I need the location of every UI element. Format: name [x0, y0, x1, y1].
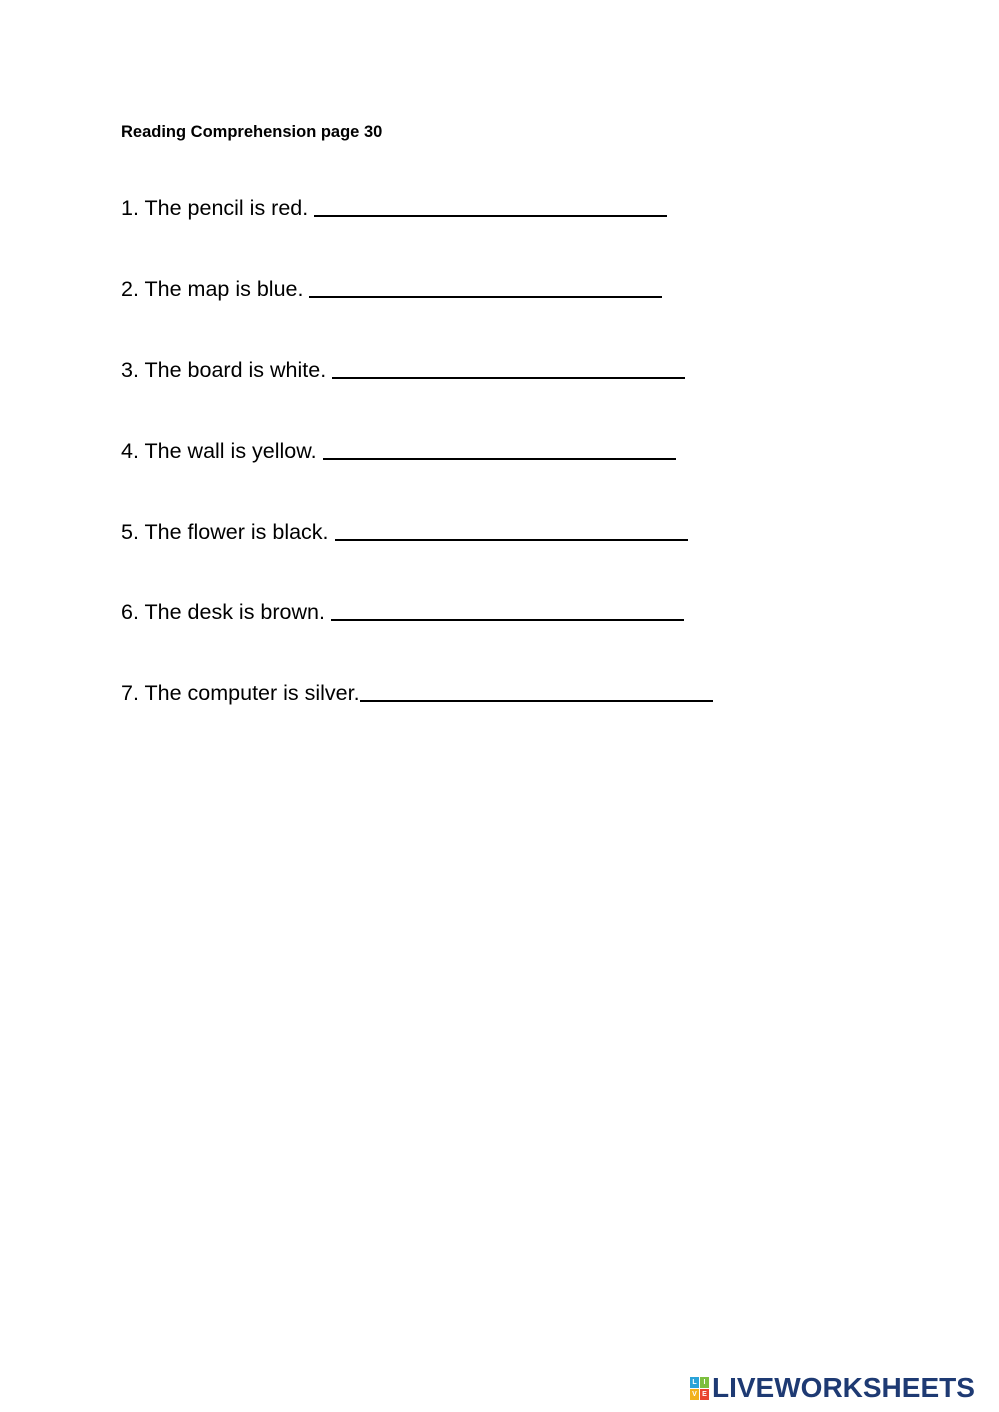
answer-blank-3[interactable]	[332, 377, 685, 379]
exercise-item-7	[121, 679, 713, 707]
exercise-item-6	[121, 598, 684, 626]
answer-blank-6[interactable]	[331, 619, 684, 621]
answer-blank-4[interactable]	[323, 458, 676, 460]
brand-name: LIVEWORKSHEETS	[712, 1372, 975, 1403]
exercise-sentence: 2. The map is blue.	[121, 277, 304, 301]
exercise-item-1	[121, 194, 667, 222]
logo-letter-v: V	[690, 1389, 699, 1400]
exercise-list	[121, 0, 821, 1412]
exercise-item-3	[121, 356, 685, 384]
logo-letter-i: I	[700, 1377, 709, 1388]
liveworksheets-logo	[690, 1374, 975, 1402]
answer-blank-5[interactable]	[335, 539, 688, 541]
logo-letter-e: E	[700, 1389, 709, 1400]
exercise-sentence: 3. The board is white.	[121, 358, 327, 382]
exercise-item-2	[121, 275, 662, 303]
exercise-sentence: 4. The wall is yellow.	[121, 439, 317, 463]
answer-blank-7[interactable]	[360, 700, 713, 702]
answer-blank-2[interactable]	[309, 296, 662, 298]
exercise-sentence: 1. The pencil is red.	[121, 196, 309, 220]
exercise-sentence: 5. The flower is black.	[121, 520, 329, 544]
exercise-item-4	[121, 437, 676, 465]
page-title: Reading Comprehension page 30	[121, 123, 383, 141]
exercise-sentence: 6. The desk is brown.	[121, 600, 325, 624]
exercise-sentence: 7. The computer is silver.	[121, 681, 360, 705]
liveworksheets-logo-mark	[690, 1377, 709, 1400]
answer-blank-1[interactable]	[314, 215, 667, 217]
logo-letter-l: L	[690, 1377, 699, 1388]
exercise-item-5	[121, 518, 688, 546]
